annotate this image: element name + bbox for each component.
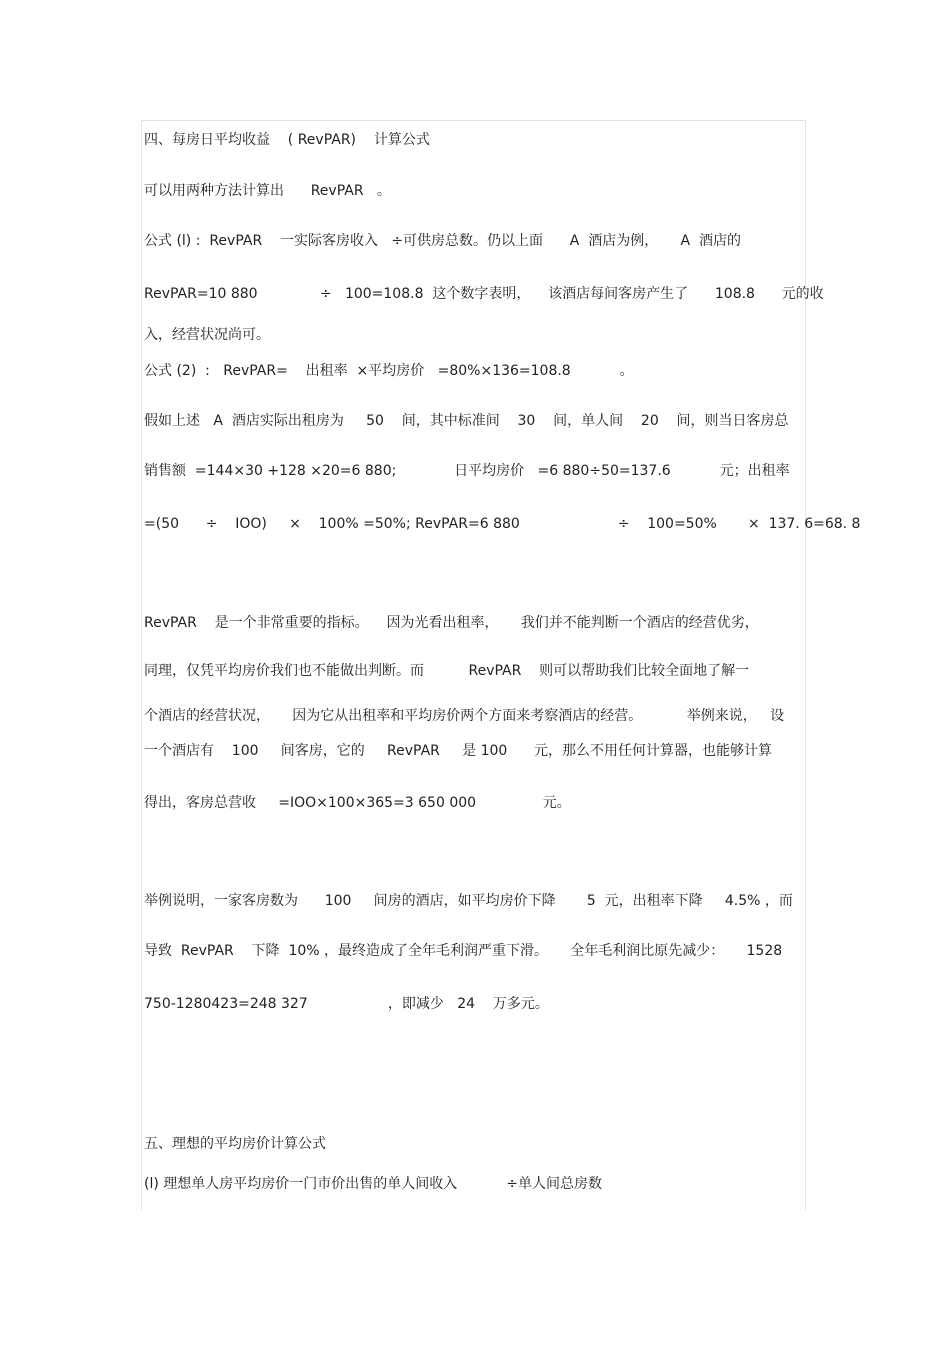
paragraph-line: 销售额 =144×30 +128 ×20=6 880; 日平均房价 =6 880÷50=137.6 元；出租率 [144, 463, 790, 479]
paragraph-line: 举例说明，一家客房数为 100 间房的酒店，如平均房价下降 5 元，出租率下降 4.5% ，而 [144, 893, 793, 909]
paragraph-line: =(50 ÷ IOO) × 100% =50%; RevPAR=6 880 ÷ 100=50% × 137. 6=68. 8 [144, 516, 861, 532]
paragraph-line: 导致 RevPAR 下降 10% ，最终造成了全年毛利润严重下滑。 全年毛利润比原先减少： 1528 [144, 943, 783, 959]
paragraph-line: 入，经营状况尚可。 [144, 327, 270, 343]
paragraph-line: 个酒店的经营状况， 因为它从出租率和平均房价两个方面来考察酒店的经营。 举例来说， 设 [144, 708, 785, 724]
paragraph-line: 得出，客房总营收 =IOO×100×365=3 650 000 元。 [144, 795, 571, 811]
section-heading-revpar: 四、每房日平均收益 ( RevPAR) 计算公式 [144, 132, 430, 148]
paragraph-line: 可以用两种方法计算出 RevPAR 。 [144, 183, 391, 199]
paragraph-line: 一个酒店有 100 间客房，它的 RevPAR 是 100 元，那么不用任何计算器，也能够计算 [144, 743, 772, 759]
formula-ideal-single-line: (l) 理想单人房平均房价一门市价出售的单人间收入 ÷单人间总房数 [144, 1176, 602, 1192]
paragraph-line: 同理，仅凭平均房价我们也不能做出判断。而 RevPAR 则可以帮助我们比较全面地了解一 [144, 663, 750, 679]
formula-1-line: 公式 (l) : RevPAR 一实际客房收入 ÷可供房总数。仍以上面 A 酒店为例， A 酒店的 [144, 233, 741, 249]
section-heading-ideal-rate: 五、理想的平均房价计算公式 [144, 1136, 326, 1152]
paragraph-line: 假如上述 A 酒店实际出租房为 50 间，其中标准间 30 间，单人间 20 间，则当日客房总 [144, 413, 789, 429]
paragraph-line: RevPAR 是一个非常重要的指标。 因为光看出租率， 我们并不能判断一个酒店的经营优劣， [144, 615, 759, 631]
paragraph-line: RevPAR=10 880 ÷ 100=108.8 这个数字表明， 该酒店每间客房产生了 108.8 元的收 [144, 286, 824, 302]
paragraph-line: 750-1280423=248 327 ，即减少 24 万多元。 [144, 996, 549, 1012]
formula-2-line: 公式 (2) : RevPAR= 出租率 ×平均房价 =80%×136=108.8 。 [144, 363, 634, 379]
